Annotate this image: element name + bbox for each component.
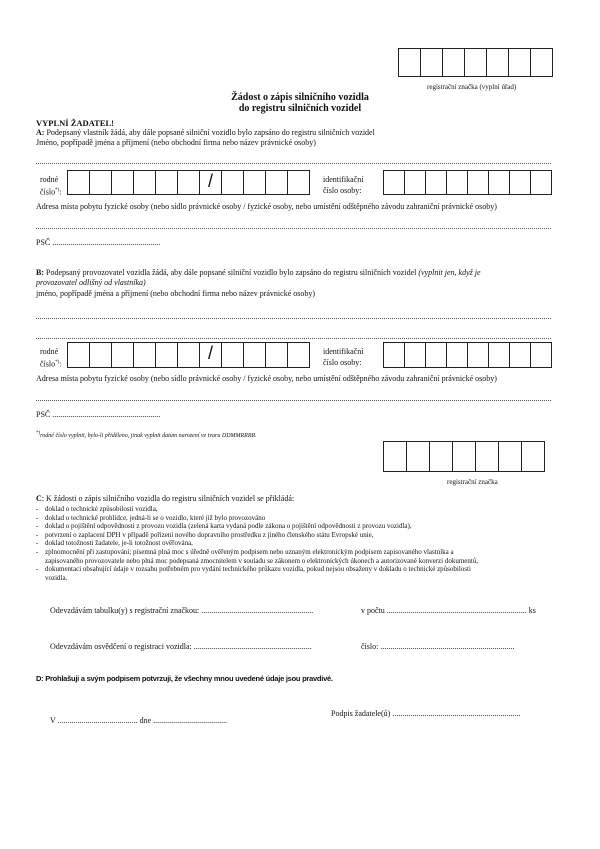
signature-field[interactable]: Podpis žadatele(ů) ................................................................ (331, 709, 521, 718)
attachment-text: doklad o technické způsobilosti vozidla, (45, 505, 158, 513)
plate-box[interactable] (406, 441, 430, 472)
plates-count-field[interactable]: v počtu ...................................................................... ks (361, 606, 536, 615)
digit-box[interactable] (509, 170, 531, 195)
digit-box[interactable] (221, 342, 244, 368)
digit-box[interactable] (111, 342, 134, 368)
attachment-text: vozidla. (45, 573, 68, 582)
section-b-id-number-boxes[interactable] (383, 342, 552, 368)
plate-box[interactable] (486, 48, 509, 77)
plate-box[interactable] (452, 441, 476, 472)
place-date-field[interactable]: V ........................................ dne ..................................... (50, 716, 228, 725)
digit-box[interactable] (509, 342, 531, 368)
section-b-intro (36, 268, 481, 278)
attachment-item (36, 505, 478, 514)
section-a-text: Podepsaný vlastník žádá, aby dále popsané silniční vozidlo bylo zapsáno do registru silničních vozidel (44, 128, 375, 137)
attachment-item (36, 531, 478, 540)
birth-label-word: číslo (40, 359, 56, 369)
attachment-text: doklad o pojištění odpovědnosti z provozu vozidla (zelená karta vydaná podle zákona o pojištění odpovědnosti z provozu vozidla), (45, 522, 412, 531)
plate-box[interactable] (398, 48, 421, 77)
attachment-item (36, 565, 478, 574)
digit-box[interactable] (265, 342, 288, 368)
birth-number-slash: / (199, 342, 222, 368)
digit-box[interactable] (89, 170, 112, 195)
attachment-item (36, 539, 478, 548)
section-a-address-label: Adresa místa pobytu fyzické osoby (nebo sídlo právnické osoby / fyzické osoby, nebo umístění odštěpného závodu zahraniční právnické osoby) (36, 202, 497, 211)
section-b-name-label: jméno, popřípadě jména a příjmení (nebo obchodní firma nebo název právnické osoby) (36, 289, 316, 298)
section-b-psc[interactable]: PSČ ...................................................... (36, 410, 161, 419)
attachment-text: doklad o technické prohlídce, jedná-li se o vozidlo, které již bylo provozováno (45, 513, 266, 522)
birth-footnote-mark: *) (55, 188, 60, 193)
id-label-line1: identifikační (323, 347, 364, 356)
attachment-text: doklad totožnosti žadatele, je-li totožnost ověřována, (45, 539, 193, 548)
digit-box[interactable] (467, 342, 489, 368)
birth-label-line1: rodné (40, 175, 59, 184)
birth-number-slash: / (199, 170, 222, 195)
section-a-id-label (323, 174, 363, 196)
digit-box[interactable] (287, 170, 310, 195)
section-b-note: (vyplnit jen, když je (416, 268, 481, 277)
plate-box[interactable] (498, 441, 522, 472)
digit-box[interactable] (155, 170, 178, 195)
plate-box[interactable] (464, 48, 487, 77)
section-b-name-field-2[interactable] (36, 338, 551, 339)
form-title-line1: Žádost o zápis silničního vozidla (231, 92, 369, 103)
footnote-text: rodné číslo vyplnit, bylo-li přiděleno, jinak vyplnit datum narození ve tvaru DDMMRRRR. (40, 433, 257, 439)
birth-label-word: číslo (40, 187, 56, 197)
section-a-psc[interactable]: PSČ ...................................................... (36, 238, 161, 247)
attachment-item (36, 514, 478, 523)
digit-box[interactable] (177, 342, 200, 368)
registration-caption-top: registrační značka (vyplní úřad) (427, 83, 517, 91)
section-c-text: : K žádosti o zápis silničního vozidla do registru silničních vozidel se přikládá: (41, 494, 295, 503)
section-b-id-label (323, 346, 363, 368)
digit-box[interactable] (67, 170, 90, 195)
birth-label-line2 (40, 357, 62, 370)
section-a-birth-number-boxes[interactable] (67, 170, 310, 195)
attachment-text: zapisovaného provozovatele nebo plná moc podepsaná zmocnitelem v souladu se zákonem o elektronických úkonech a autorizované konverzi dokumentů, (45, 556, 479, 565)
digit-box[interactable] (383, 342, 405, 368)
attachment-text: potvrzení o zaplacení DPH v případě pořízení nového dopravního prostředku z jiného členského státu Evropské unie, (45, 530, 374, 539)
digit-box[interactable] (404, 342, 426, 368)
digit-box[interactable] (265, 170, 288, 195)
form-title-line2: do registru silničních vozidel (238, 103, 362, 114)
id-label-line1: identifikační (323, 175, 364, 184)
section-a-name-field[interactable] (36, 163, 551, 164)
birth-label-line2 (40, 185, 62, 198)
section-a-id-number-boxes[interactable] (383, 170, 552, 195)
digit-box[interactable] (133, 170, 156, 195)
digit-box[interactable] (446, 342, 468, 368)
digit-box[interactable] (243, 170, 266, 195)
certificate-number-field[interactable]: číslo: ................................................................... (361, 642, 515, 651)
list-dash: - (36, 547, 39, 556)
section-a-name-label: Jméno, popřípadě jména a příjmení (nebo obchodní firma nebo název právnické osoby) (36, 138, 316, 147)
digit-box[interactable] (221, 170, 244, 195)
digit-box[interactable] (133, 342, 156, 368)
id-label-line2: číslo osoby: (323, 358, 362, 367)
registration-caption-bottom: registrační značka (447, 478, 498, 486)
list-dash: - (36, 565, 39, 574)
section-a-letter: A: (36, 128, 45, 137)
attachment-item-continuation (36, 557, 478, 566)
section-b-text: Podepsaný provozovatel vozidla žádá, aby dále popsané silniční vozidlo bylo zapsáno do registru silničních vozidel (44, 268, 417, 277)
section-b-birth-label (40, 346, 62, 370)
section-a-intro (36, 128, 375, 138)
list-dash: - (36, 513, 39, 522)
digit-box[interactable] (383, 170, 405, 195)
section-b-address-field[interactable] (36, 400, 551, 401)
digit-box[interactable] (425, 342, 447, 368)
digit-box[interactable] (425, 170, 447, 195)
declaration: D: Prohlašuji a svým podpisem potvrzuji, že všechny mnou uvedené údaje jsou pravdivé. (36, 674, 333, 683)
list-dash: - (36, 539, 39, 548)
birth-number-footnote (36, 430, 257, 440)
birth-colon: : (59, 359, 62, 369)
section-a-address-field[interactable] (36, 228, 551, 229)
attachment-item (36, 522, 478, 531)
footnote-mark: *) (36, 431, 41, 436)
birth-colon: : (59, 187, 62, 197)
registration-plate-boxes-bottom[interactable] (383, 441, 545, 472)
digit-box[interactable] (67, 342, 90, 368)
digit-box[interactable] (530, 342, 552, 368)
section-b-address-label: Adresa místa pobytu fyzické osoby (nebo sídlo právnické osoby / fyzické osoby, nebo umístění odštěpného závodu zahraniční právnické osoby) (36, 374, 497, 383)
attachment-text: zplnomocnění při zastupování; písemná plná moc s úředně ověřeným podpisem nebo uznaným elektronickým podpisem zapisovaného vlastníka a (45, 547, 454, 556)
plate-box[interactable] (420, 48, 443, 77)
digit-box[interactable] (530, 170, 552, 195)
section-c-letter: C (36, 494, 42, 503)
plate-box[interactable] (521, 441, 545, 472)
digit-box[interactable] (155, 342, 178, 368)
section-b-note-line2: provozovatel odlišný od vlastníka) (36, 278, 146, 287)
section-b-letter: B: (36, 268, 44, 277)
attachment-text: dokumentaci obsahující údaje v rozsahu potřebném pro vydání technického průkazu vozidla, pokud nejsou obsaženy v dokladu o technické způsobilosti (45, 565, 471, 574)
digit-box[interactable] (177, 170, 200, 195)
digit-box[interactable] (446, 170, 468, 195)
id-label-line2: číslo osoby: (323, 186, 362, 195)
birth-label-line1: rodné (40, 347, 59, 356)
section-c-intro (36, 494, 294, 504)
section-b-birth-number-boxes[interactable] (67, 342, 310, 368)
digit-box[interactable] (89, 342, 112, 368)
attachment-list (36, 505, 478, 582)
plates-handover-field[interactable]: Odevzdávám tabulku(y) s registrační značkou: ........................................................ (50, 606, 314, 615)
list-dash: - (36, 530, 39, 539)
plate-box[interactable] (429, 441, 453, 472)
digit-box[interactable] (243, 342, 266, 368)
digit-box[interactable] (287, 342, 310, 368)
list-dash: - (36, 505, 39, 513)
digit-box[interactable] (111, 170, 134, 195)
section-a-birth-label (40, 174, 62, 198)
plate-box[interactable] (530, 48, 553, 77)
digit-box[interactable] (488, 342, 510, 368)
fill-note: VYPLNÍ ŽADATEL! (36, 118, 115, 128)
attachment-item-continuation (36, 574, 478, 583)
list-dash: - (36, 522, 39, 531)
section-b-name-field[interactable] (36, 318, 551, 319)
digit-box[interactable] (467, 170, 489, 195)
plate-box[interactable] (508, 48, 531, 77)
plate-box[interactable] (383, 441, 407, 472)
digit-box[interactable] (488, 170, 510, 195)
digit-box[interactable] (404, 170, 426, 195)
attachment-item (36, 548, 478, 557)
certificate-handover-field[interactable]: Odevzdávám osvědčení o registraci vozidla: ........................................................... (50, 642, 312, 651)
birth-footnote-mark: *) (55, 360, 60, 365)
plate-box[interactable] (442, 48, 465, 77)
registration-plate-boxes-top[interactable] (398, 48, 553, 77)
plate-box[interactable] (475, 441, 499, 472)
